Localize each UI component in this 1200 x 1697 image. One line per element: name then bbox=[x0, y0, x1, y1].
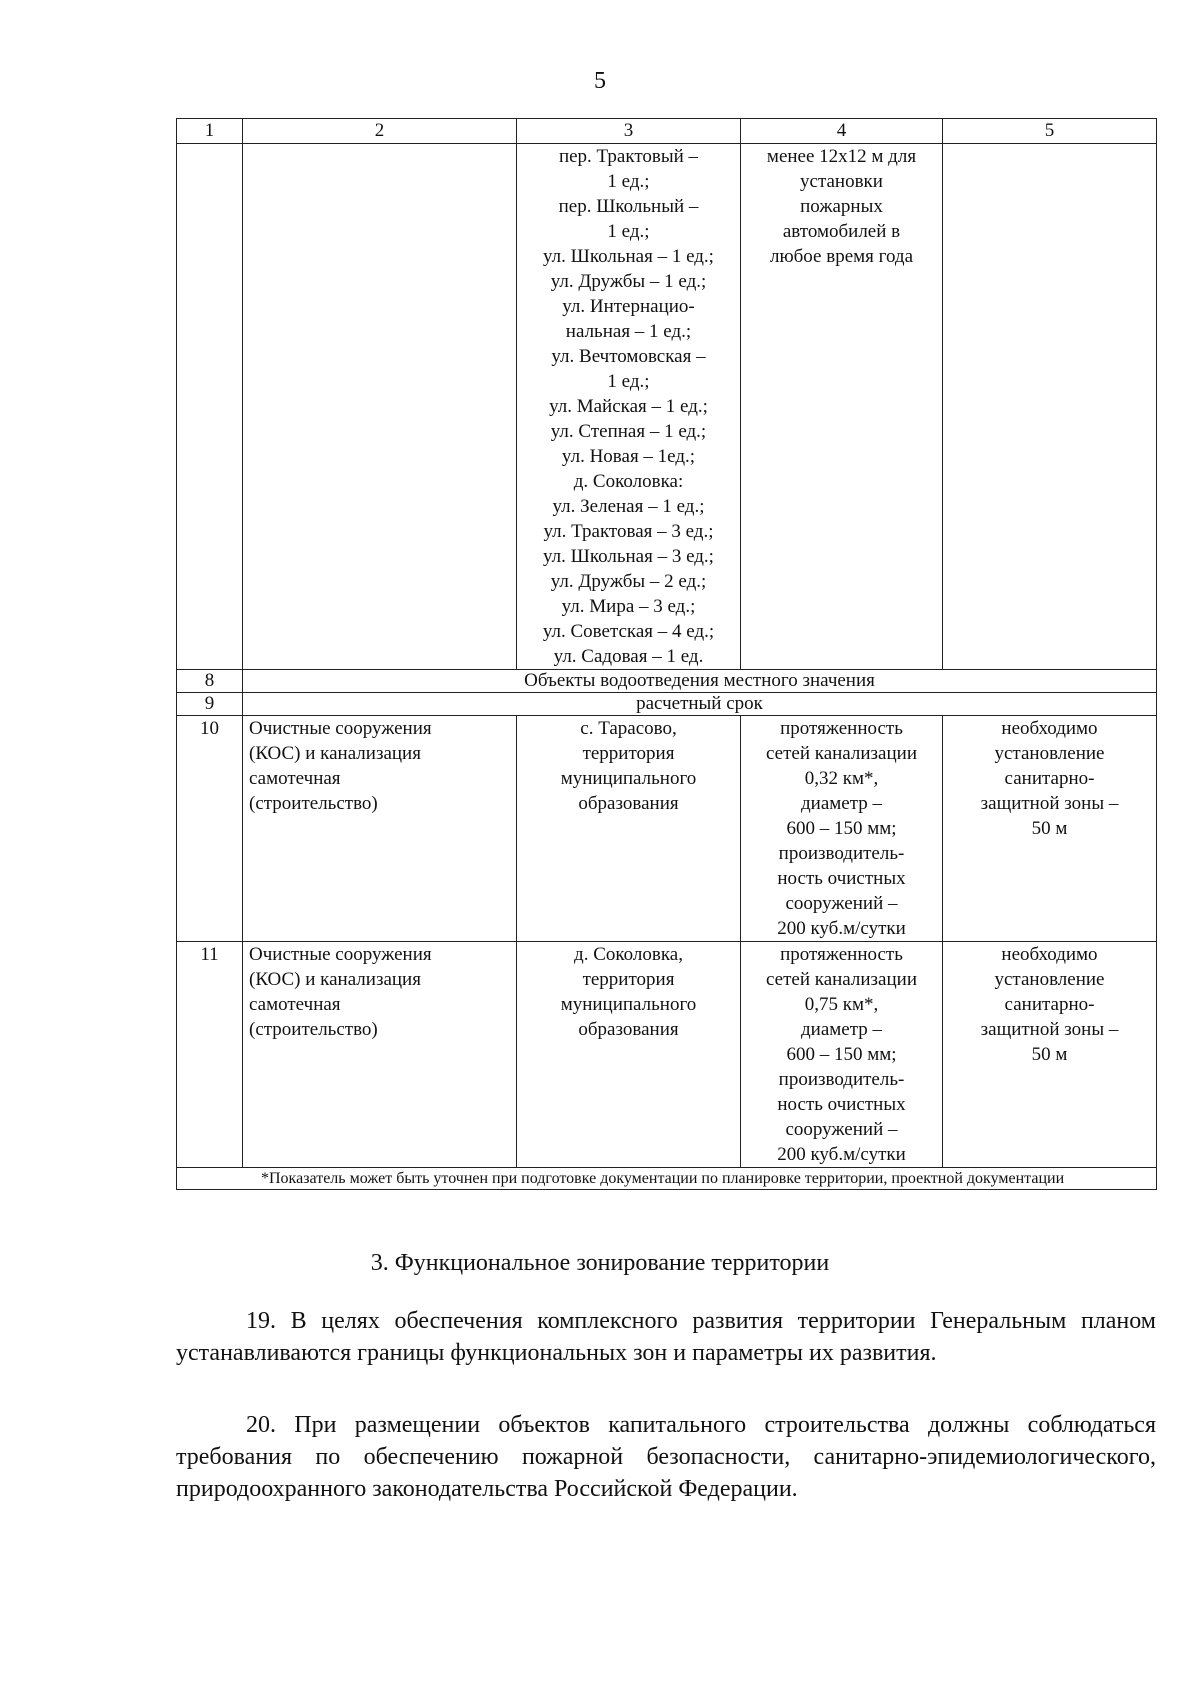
cell-line: установление bbox=[994, 969, 1105, 990]
cell-line: ул. Трактовая – 3 ед.; bbox=[543, 521, 714, 542]
cell-line: ул. Новая – 1ед.; bbox=[561, 446, 696, 467]
cell-line: 0,75 км*, bbox=[804, 994, 879, 1015]
row-number: 10 bbox=[177, 716, 243, 942]
cell-line: ность очистных bbox=[777, 868, 906, 889]
cell-line: необходимо bbox=[1001, 718, 1098, 739]
cell-line: 200 куб.м/сутки bbox=[777, 1144, 906, 1165]
cell-line: 1 ед.; bbox=[607, 221, 650, 242]
cell-line: ул. Интернацио- bbox=[562, 296, 695, 317]
cell-line: (строительство) bbox=[249, 793, 378, 814]
footnote-cell bbox=[177, 1168, 1157, 1190]
cell-line: 1 ед.; bbox=[607, 371, 650, 392]
cell-line: санитарно- bbox=[1004, 768, 1095, 789]
cell-line: диаметр – bbox=[800, 1019, 882, 1040]
row-number: 11 bbox=[177, 942, 243, 1168]
cell-line: самотечная bbox=[249, 994, 341, 1015]
cell-line: территория bbox=[582, 969, 675, 990]
cell-line: ул. Школьная – 1 ед.; bbox=[543, 246, 714, 267]
cell-line: (КОС) и канализация bbox=[249, 743, 421, 764]
cell-line: сетей канализации bbox=[766, 743, 917, 764]
cell-object-name bbox=[243, 942, 517, 1168]
header-col-1: 1 bbox=[177, 119, 243, 144]
paragraph-19 bbox=[176, 1305, 1156, 1369]
cell-line: 50 м bbox=[1031, 1044, 1068, 1065]
cell-line: ул. Степная – 1 ед.; bbox=[550, 421, 707, 442]
cell-line: менее 12х12 м для bbox=[766, 146, 917, 167]
footnote-text: *Показатель может быть уточнен при подготовке документации по планировке территории, проектной документации bbox=[261, 1170, 1065, 1187]
cell-line: защитной зоны – bbox=[980, 1019, 1119, 1040]
table-row-9 bbox=[177, 693, 1157, 716]
section-title: 3. Функциональное зонирование территории bbox=[370, 1250, 830, 1276]
table-note-row bbox=[177, 1168, 1157, 1190]
cell-line: ул. Школьная – 3 ед.; bbox=[543, 546, 714, 567]
cell-line: производитель- bbox=[778, 1069, 905, 1090]
cell-line: производитель- bbox=[778, 843, 905, 864]
cell-line: муниципального bbox=[560, 994, 697, 1015]
cell-line: ул. Советская – 4 ед.; bbox=[542, 621, 715, 642]
cell-line: протяженность bbox=[780, 944, 903, 965]
cell-line: территория bbox=[582, 743, 675, 764]
cell-line: необходимо bbox=[1001, 944, 1098, 965]
cell-line: ул. Дружбы – 2 ед.; bbox=[550, 571, 707, 592]
cell-line: любое время года bbox=[769, 246, 914, 267]
paragraph-19-text: 19. В целях обеспечения комплексного развития территории Генеральным планом устанавливаются границы функциональных зон и параметры их развития. bbox=[176, 1308, 1156, 1366]
term-heading-cell: расчетный срок bbox=[243, 693, 1157, 716]
cell-line: образования bbox=[578, 793, 679, 814]
cell-line: пожарных bbox=[800, 196, 883, 217]
cell-zones bbox=[943, 942, 1157, 1168]
cell-line: диаметр – bbox=[800, 793, 882, 814]
cell-empty bbox=[243, 144, 517, 670]
cell-line: ул. Дружбы – 1 ед.; bbox=[550, 271, 707, 292]
table-row-11 bbox=[177, 942, 1157, 1168]
table-row-continuation bbox=[177, 144, 1157, 670]
cell-line: 50 м bbox=[1031, 818, 1068, 839]
cell-line: самотечная bbox=[249, 768, 341, 789]
row-number: 9 bbox=[177, 693, 243, 716]
cell-line: сооружений – bbox=[785, 893, 898, 914]
cell-line: пер. Трактовый – bbox=[558, 146, 699, 167]
cell-line: 200 куб.м/сутки bbox=[777, 918, 906, 939]
cell-line: ул. Зеленая – 1 ед.; bbox=[552, 496, 705, 517]
cell-line: ность очистных bbox=[777, 1094, 906, 1115]
paragraph-20-text: 20. При размещении объектов капитального строительства должны соблюдаться требования по обеспечению пожарной безопасности, санитарно-эпидемиологического, природоохранного законодательства Российской Федерации. bbox=[176, 1412, 1156, 1502]
row-number: 8 bbox=[177, 670, 243, 693]
cell-line: д. Соколовка, bbox=[574, 944, 683, 965]
cell-line: 600 – 150 мм; bbox=[786, 818, 897, 839]
header-col-2: 2 bbox=[243, 119, 517, 144]
cell-line: образования bbox=[578, 1019, 679, 1040]
header-col-4: 4 bbox=[741, 119, 943, 144]
cell-empty bbox=[177, 144, 243, 670]
cell-line: автомобилей в bbox=[782, 221, 901, 242]
cell-location bbox=[517, 942, 741, 1168]
cell-line: с. Тарасово, bbox=[580, 718, 677, 739]
header-col-3: 3 bbox=[517, 119, 741, 144]
table-header-row bbox=[177, 119, 1157, 144]
cell-line: нальная – 1 ед.; bbox=[565, 321, 692, 342]
cell-line: протяженность bbox=[780, 718, 903, 739]
cell-line: ул. Майская – 1 ед.; bbox=[549, 396, 708, 417]
cell-empty bbox=[943, 144, 1157, 670]
cell-line: ул. Садовая – 1 ед. bbox=[553, 646, 704, 667]
cell-line: сооружений – bbox=[785, 1119, 898, 1140]
cell-line: ул. Мира – 3 ед.; bbox=[561, 596, 696, 617]
cell-line: (строительство) bbox=[249, 1019, 378, 1040]
header-col-5: 5 bbox=[943, 119, 1157, 144]
table-row-10 bbox=[177, 716, 1157, 942]
cell-line: установление bbox=[994, 743, 1105, 764]
cell-characteristics bbox=[741, 716, 943, 942]
cell-parameters bbox=[741, 144, 943, 670]
cell-line: Очистные сооружения bbox=[249, 718, 432, 739]
cell-line: 0,32 км*, bbox=[804, 768, 879, 789]
cell-line: санитарно- bbox=[1004, 994, 1095, 1015]
cell-line: 1 ед.; bbox=[607, 171, 650, 192]
cell-zones bbox=[943, 716, 1157, 942]
cell-line: установки bbox=[800, 171, 883, 192]
page-number: 5 bbox=[594, 68, 606, 94]
section-heading-cell: Объекты водоотведения местного значения bbox=[243, 670, 1157, 693]
cell-line: пер. Школьный – bbox=[558, 196, 699, 217]
cell-line: (КОС) и канализация bbox=[249, 969, 421, 990]
cell-line: ул. Вечтомовская – bbox=[551, 346, 706, 367]
cell-line: 600 – 150 мм; bbox=[786, 1044, 897, 1065]
cell-line: Очистные сооружения bbox=[249, 944, 432, 965]
cell-locations bbox=[517, 144, 741, 670]
objects-table bbox=[176, 118, 1157, 1190]
paragraph-20 bbox=[176, 1409, 1156, 1505]
cell-location bbox=[517, 716, 741, 942]
table-row-8 bbox=[177, 670, 1157, 693]
cell-object-name bbox=[243, 716, 517, 942]
cell-characteristics bbox=[741, 942, 943, 1168]
cell-line: защитной зоны – bbox=[980, 793, 1119, 814]
cell-line: д. Соколовка: bbox=[573, 471, 684, 492]
cell-line: муниципального bbox=[560, 768, 697, 789]
cell-line: сетей канализации bbox=[766, 969, 917, 990]
